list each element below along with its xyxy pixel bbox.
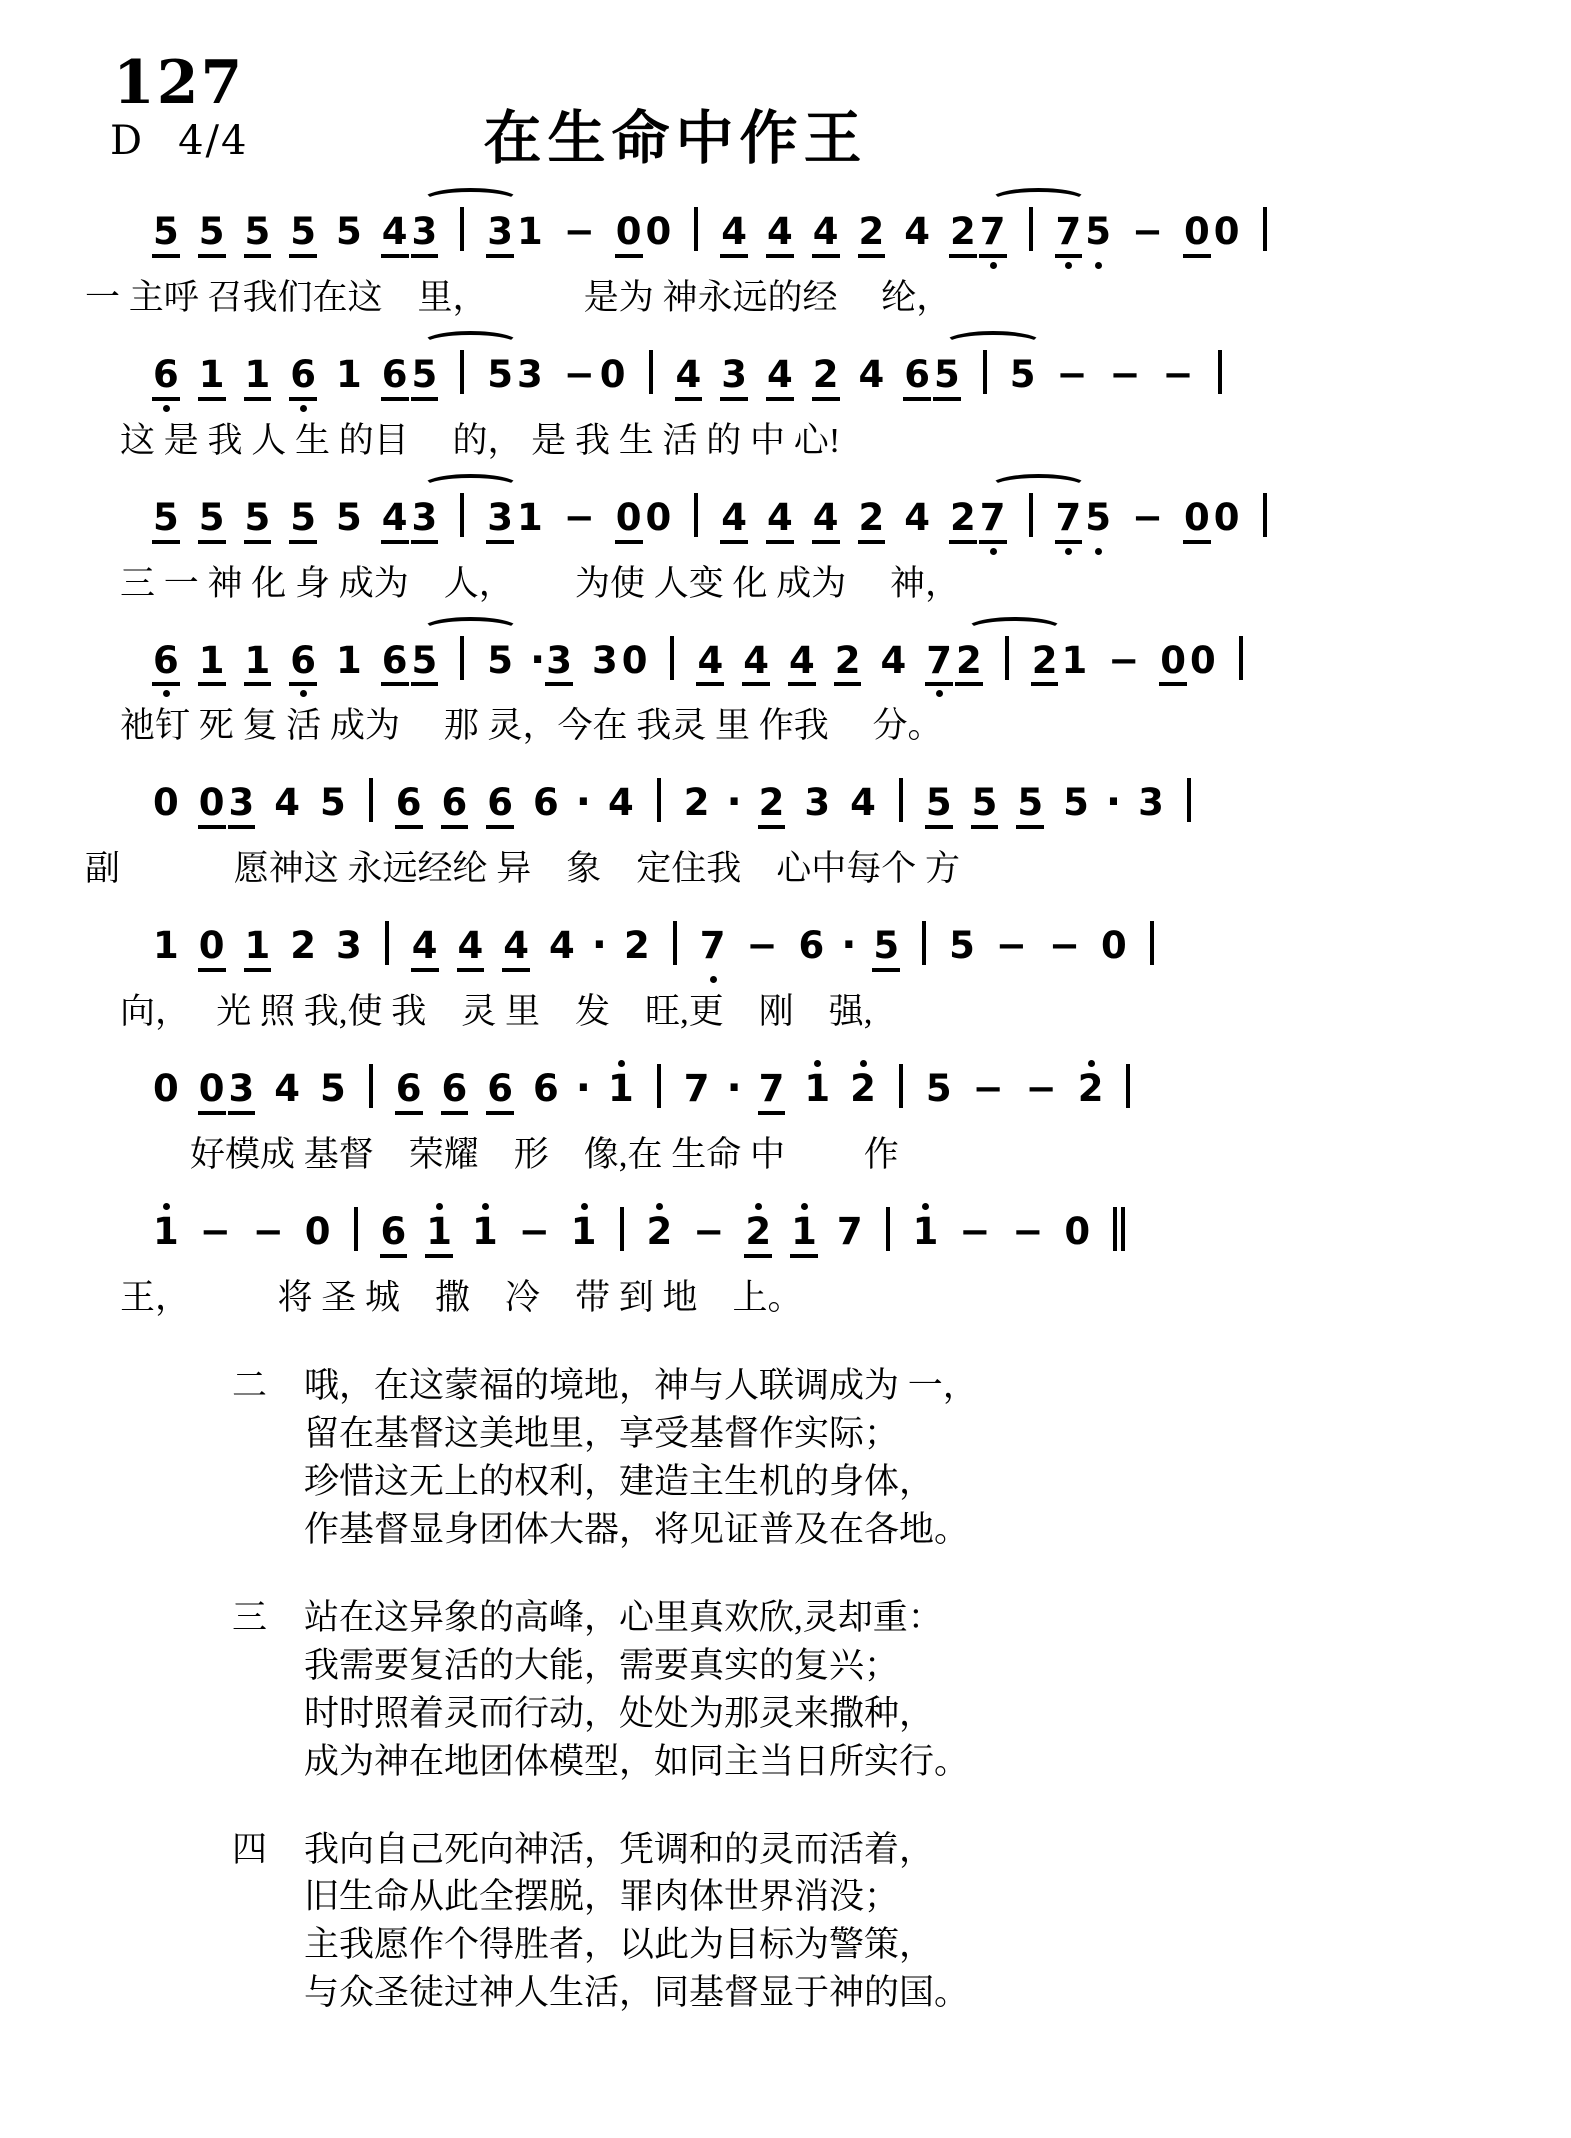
barline xyxy=(460,207,464,251)
duration-dash: − xyxy=(252,1209,284,1253)
music-note: 2 xyxy=(758,784,786,829)
duration-dash: − xyxy=(1108,638,1140,682)
music-note: 7 xyxy=(836,1209,863,1253)
tie-group xyxy=(411,493,524,544)
duration-dash: − xyxy=(199,1209,231,1253)
music-note: 3 xyxy=(517,352,543,396)
music-note: 4 xyxy=(766,213,794,258)
barline xyxy=(460,636,464,680)
duration-dash: − xyxy=(972,1067,1004,1111)
music-note: 2 xyxy=(955,642,983,687)
verse-line: 我向自己死向神活，凭调和的灵而活着， xyxy=(304,1829,935,1869)
lyric-line: 这 是 我 人 生 的目 的， 是 我 生 活 的 中 心! xyxy=(85,420,841,460)
verse-line: 旧生命从此全摆脱，罪肉体世界消没； xyxy=(304,1877,900,1917)
lyric-line: 王， 将 圣 城 撒 冷 带 到 地 上。 xyxy=(85,1277,803,1317)
music-note: 1 xyxy=(607,1067,634,1111)
music-note: 3 xyxy=(486,499,514,544)
music-note: 4 xyxy=(720,499,748,544)
music-note: 4 xyxy=(812,499,840,544)
music-note: 1 xyxy=(244,927,272,972)
music-note: 0 xyxy=(621,638,648,682)
music-note: 6 xyxy=(486,1070,514,1115)
music-note: 0 xyxy=(1183,213,1211,258)
verse xyxy=(232,1362,1492,1554)
notation-line xyxy=(85,899,1505,989)
music-system xyxy=(85,899,1505,1033)
music-system xyxy=(85,328,1505,462)
music-note: 1 xyxy=(336,638,362,682)
music-note: 7 xyxy=(1055,499,1083,544)
music-note: 6 xyxy=(381,356,409,401)
music-note: 6 xyxy=(152,356,180,401)
music-note: 5 xyxy=(487,638,513,682)
verse-line: 留在基督这美地里，享受基督作实际； xyxy=(304,1413,900,1453)
duration-dash: − xyxy=(1048,924,1080,968)
verse-line: 时时照着灵而行动，处处为那灵来撒种， xyxy=(304,1693,935,1733)
music-note: 5 xyxy=(971,784,999,829)
music-note: 5 xyxy=(152,213,180,258)
music-note: 5 xyxy=(487,352,513,396)
music-note: 4 xyxy=(381,499,409,544)
augmentation-dot: · xyxy=(575,1065,591,1112)
music-note: 1 xyxy=(244,356,272,401)
verse-number: 四 xyxy=(232,1829,268,1869)
barline xyxy=(460,350,464,394)
music-system xyxy=(85,471,1505,605)
music-note: 0 xyxy=(615,213,643,258)
barline xyxy=(1263,207,1267,251)
music-note: 4 xyxy=(457,927,485,972)
music-note: 3 xyxy=(1138,781,1164,825)
music-note: 0 xyxy=(153,781,179,825)
music-note: 4 xyxy=(812,213,840,258)
music-note: 4 xyxy=(696,642,724,687)
barline xyxy=(694,493,698,537)
music-note: 4 xyxy=(274,781,300,825)
music-note: 2 xyxy=(812,356,840,401)
duration-dash: − xyxy=(959,1209,991,1253)
music-note: 5 xyxy=(925,1067,952,1111)
verse-line: 作基督显身团体大器，将见证普及在各地。 xyxy=(304,1509,970,1549)
music-note: 5 xyxy=(289,499,317,544)
lyric-line: 好模成 基督 荣耀 形 像,在 生命 中 作 xyxy=(85,1134,899,1174)
music-note: 3 xyxy=(228,1070,256,1115)
music-note: 2 xyxy=(1077,1067,1104,1111)
music-note: 0 xyxy=(1183,499,1211,544)
music-note: 1 xyxy=(198,642,226,687)
notation-line xyxy=(85,1185,1505,1275)
augmentation-dot: · xyxy=(530,636,546,683)
music-note: 3 xyxy=(336,924,362,968)
music-note: 0 xyxy=(304,1209,331,1253)
notation-line xyxy=(85,1042,1505,1132)
barline xyxy=(673,921,677,965)
barline xyxy=(983,350,987,394)
duration-dash: − xyxy=(746,924,778,968)
verse-line: 主我愿作个得胜者，以此为目标为警策， xyxy=(304,1925,935,1965)
time-signature: 4/4 xyxy=(178,118,249,164)
barline xyxy=(694,207,698,251)
music-note: 6 xyxy=(380,1213,408,1258)
music-note: 7 xyxy=(758,1070,786,1115)
verse-line: 与众圣徒过神人生活，同基督显于神的国。 xyxy=(304,1973,970,2013)
barline xyxy=(1263,493,1267,537)
music-note: 1 xyxy=(517,210,543,253)
music-note: 0 xyxy=(1213,495,1240,539)
music-note: 2 xyxy=(290,924,316,968)
music-note: 4 xyxy=(742,642,770,687)
barline xyxy=(657,778,661,822)
music-note: 7 xyxy=(979,499,1007,544)
verse-number: 三 xyxy=(232,1597,268,1637)
music-note: 2 xyxy=(949,213,977,258)
music-note: 4 xyxy=(904,210,931,253)
verse-line: 站在这异象的高峰，心里真欢欣,灵却重： xyxy=(304,1597,943,1637)
music-note: 0 xyxy=(645,210,672,253)
tie-group xyxy=(411,636,524,687)
music-note: 4 xyxy=(720,213,748,258)
augmentation-dot: · xyxy=(591,922,607,969)
music-note: 6 xyxy=(395,1070,423,1115)
duration-dash: − xyxy=(1109,352,1141,396)
music-note: 5 xyxy=(949,924,975,968)
music-note: 3 xyxy=(591,638,618,682)
music-note: 6 xyxy=(395,784,423,829)
music-note: 3 xyxy=(804,781,831,825)
music-note: 0 xyxy=(198,784,226,829)
music-note: 5 xyxy=(411,642,439,687)
hymn-number: 127 xyxy=(113,48,245,118)
music-note: 4 xyxy=(850,781,876,825)
music-note: 5 xyxy=(933,356,961,401)
music-note: 4 xyxy=(766,499,794,544)
final-barline xyxy=(1113,1207,1117,1251)
music-note: 4 xyxy=(381,213,409,258)
music-note: 2 xyxy=(623,924,650,968)
music-systems xyxy=(85,185,1505,1328)
barline xyxy=(1029,493,1033,537)
music-note: 5 xyxy=(1009,352,1036,396)
duration-dash: − xyxy=(563,210,595,253)
music-note: 1 xyxy=(790,1213,818,1258)
duration-dash: − xyxy=(563,352,595,396)
verse-line: 哦，在这蒙福的境地，神与人联调成为 一， xyxy=(304,1366,978,1405)
music-note: 5 xyxy=(1063,781,1089,825)
music-note: 1 xyxy=(472,1209,498,1253)
music-note: 2 xyxy=(744,1213,772,1258)
music-note: 7 xyxy=(979,213,1007,258)
music-note: 5 xyxy=(336,495,362,539)
lyric-line: 向， 光 照 我,使 我 灵 里 发 旺,更 刚 强, xyxy=(85,992,873,1032)
music-note: 0 xyxy=(599,352,626,396)
music-note: 4 xyxy=(880,638,907,682)
music-note: 0 xyxy=(153,1067,179,1111)
music-note: 6 xyxy=(533,1067,559,1111)
verse-lines xyxy=(304,1362,978,1554)
music-note: 5 xyxy=(198,213,226,258)
music-note: 4 xyxy=(502,927,530,972)
music-note: 1 xyxy=(517,495,543,539)
barline xyxy=(670,636,674,680)
music-note: 5 xyxy=(336,210,362,253)
music-note: 6 xyxy=(798,924,825,968)
music-note: 1 xyxy=(153,1209,179,1253)
music-note: 0 xyxy=(645,495,672,539)
duration-dash: − xyxy=(1056,352,1088,396)
music-note: 5 xyxy=(289,213,317,258)
barline xyxy=(1126,1064,1130,1108)
barline xyxy=(899,1064,903,1108)
lyric-line: 三 一 神 化 身 成为 人， 为使 人变 化 成为 神， xyxy=(85,563,961,603)
duration-dash: − xyxy=(693,1209,725,1253)
page-title: 在生命中作王 xyxy=(483,105,868,171)
augmentation-dot: · xyxy=(726,779,742,826)
music-note: 6 xyxy=(152,642,180,687)
music-note: 0 xyxy=(198,927,226,972)
music-note: 5 xyxy=(872,927,900,972)
music-note: 4 xyxy=(274,1067,300,1111)
music-note: 5 xyxy=(1016,784,1044,829)
notation-line xyxy=(85,614,1505,704)
music-system xyxy=(85,756,1505,890)
music-note: 0 xyxy=(1159,642,1187,687)
verse-lines xyxy=(304,1826,969,2018)
music-note: 0 xyxy=(1064,1209,1091,1253)
barline xyxy=(922,921,926,965)
music-note: 6 xyxy=(289,642,317,687)
music-note: 4 xyxy=(788,642,816,687)
music-note: 1 xyxy=(198,356,226,401)
tie-group xyxy=(411,350,524,401)
music-note: 5 xyxy=(244,499,272,544)
music-note: 3 xyxy=(486,213,514,258)
music-note: 5 xyxy=(320,781,346,825)
verse xyxy=(232,1594,1492,1786)
verses-section xyxy=(232,1362,1492,2057)
barline xyxy=(460,493,464,537)
lyric-line: 祂钉 死 复 活 成为 那 灵，今在 我灵 里 作我 分。 xyxy=(85,706,943,746)
music-note: 2 xyxy=(834,642,862,687)
music-note: 5 xyxy=(925,784,953,829)
barline xyxy=(1005,636,1009,680)
music-note: 5 xyxy=(198,499,226,544)
tie-group xyxy=(979,207,1092,258)
tie-group xyxy=(411,207,524,258)
music-system xyxy=(85,614,1505,748)
music-note: 3 xyxy=(720,356,748,401)
barline xyxy=(1150,921,1154,965)
barline xyxy=(886,1207,890,1251)
verse-number: 二 xyxy=(232,1366,268,1405)
music-note: 6 xyxy=(441,1070,469,1115)
music-note: 4 xyxy=(549,924,575,968)
music-note: 4 xyxy=(607,781,634,825)
music-note: 3 xyxy=(411,213,439,258)
music-system xyxy=(85,1042,1505,1176)
barline xyxy=(369,778,373,822)
lyric-line: 副 愿神这 永远经纶 异 象 定住我 心中每个 方 xyxy=(85,849,961,889)
tie-group xyxy=(934,350,1046,401)
duration-dash: − xyxy=(518,1209,550,1253)
barline xyxy=(657,1064,661,1108)
barline xyxy=(620,1207,624,1251)
verse-line: 我需要复活的大能，需要真实的复兴； xyxy=(304,1645,900,1685)
music-note: 3 xyxy=(545,642,573,687)
augmentation-dot: · xyxy=(575,779,591,826)
music-note: 1 xyxy=(244,642,272,687)
notation-line xyxy=(85,185,1505,275)
music-note: 1 xyxy=(1061,638,1088,682)
music-note: 3 xyxy=(228,784,256,829)
music-note: 2 xyxy=(850,1067,876,1111)
music-note: 7 xyxy=(683,1067,710,1111)
music-note: 0 xyxy=(1213,210,1240,253)
duration-dash: − xyxy=(563,495,595,539)
duration-dash: − xyxy=(1132,495,1164,539)
music-note: 6 xyxy=(486,784,514,829)
music-note: 0 xyxy=(615,499,643,544)
music-note: 0 xyxy=(1189,638,1216,682)
music-note: 2 xyxy=(858,213,886,258)
music-note: 6 xyxy=(289,356,317,401)
music-note: 4 xyxy=(858,352,885,396)
music-system xyxy=(85,1185,1505,1319)
barline xyxy=(899,778,903,822)
music-note: 6 xyxy=(441,784,469,829)
music-note: 5 xyxy=(152,499,180,544)
barline xyxy=(1218,350,1222,394)
music-note: 1 xyxy=(804,1067,831,1111)
notation-line xyxy=(85,756,1505,846)
barline xyxy=(1187,778,1191,822)
augmentation-dot: · xyxy=(841,922,857,969)
music-note: 1 xyxy=(912,1209,939,1253)
duration-dash: − xyxy=(1025,1067,1057,1111)
music-note: 2 xyxy=(949,499,977,544)
music-note: 5 xyxy=(244,213,272,258)
music-note: 4 xyxy=(904,495,931,539)
music-note: 6 xyxy=(903,356,931,401)
music-note: 3 xyxy=(411,499,439,544)
music-note: 2 xyxy=(683,781,710,825)
music-note: 1 xyxy=(153,924,179,968)
music-note: 5 xyxy=(411,356,439,401)
barline xyxy=(649,350,653,394)
music-note: 5 xyxy=(320,1067,346,1111)
tie-group xyxy=(979,493,1092,544)
verse xyxy=(232,1826,1492,2018)
music-note: 2 xyxy=(646,1209,673,1253)
barline xyxy=(1029,207,1033,251)
augmentation-dot: · xyxy=(726,1065,742,1112)
music-note: 1 xyxy=(570,1209,597,1253)
verse-line: 珍惜这无上的权利，建造主生机的身体， xyxy=(304,1461,935,1501)
music-note: 7 xyxy=(925,642,953,687)
verse-line: 成为神在地团体模型，如同主当日所实行。 xyxy=(304,1741,970,1781)
notation-line xyxy=(85,328,1505,418)
lyric-line: 一 主呼 召我们在这 里， 是为 神永远的经 纶， xyxy=(85,277,952,317)
duration-dash: − xyxy=(1132,210,1164,253)
music-note: 7 xyxy=(699,924,726,968)
barline xyxy=(385,921,389,965)
barline xyxy=(354,1207,358,1251)
duration-dash: − xyxy=(995,924,1027,968)
music-note: 6 xyxy=(381,642,409,687)
key-signature: D xyxy=(110,118,145,164)
duration-dash: − xyxy=(1162,352,1194,396)
augmentation-dot: · xyxy=(1105,779,1122,826)
music-note: 1 xyxy=(336,352,362,396)
music-note: 4 xyxy=(675,356,703,401)
music-note: 0 xyxy=(1100,924,1127,968)
music-note: 2 xyxy=(1031,642,1059,687)
music-note: 6 xyxy=(533,781,559,825)
music-note: 0 xyxy=(198,1070,226,1115)
tie-group xyxy=(955,636,1068,687)
music-note: 7 xyxy=(1055,213,1083,258)
duration-dash: − xyxy=(1012,1209,1044,1253)
notation-line xyxy=(85,471,1505,561)
music-note: 5 xyxy=(1085,495,1112,539)
music-system xyxy=(85,185,1505,319)
music-note: 4 xyxy=(411,927,439,972)
music-note: 2 xyxy=(858,499,886,544)
barline xyxy=(1239,636,1243,680)
music-note: 1 xyxy=(425,1213,453,1258)
barline xyxy=(369,1064,373,1108)
verse-lines xyxy=(304,1594,969,1786)
music-note: 5 xyxy=(1085,210,1112,253)
music-note: 4 xyxy=(766,356,794,401)
